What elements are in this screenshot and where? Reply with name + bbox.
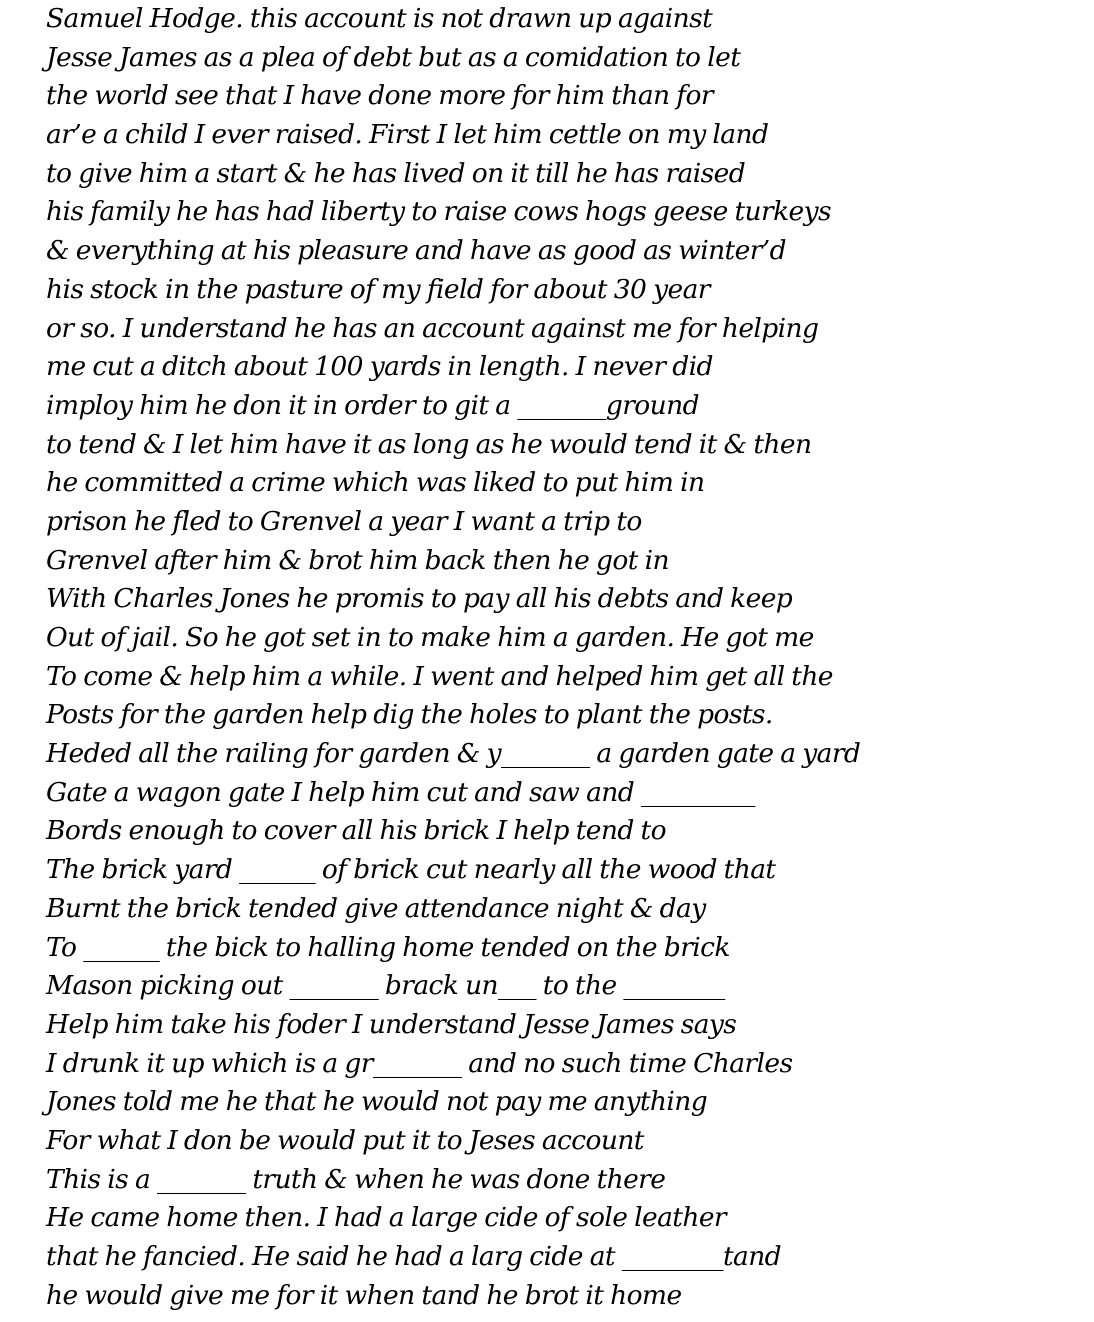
text-line: He came home then. I had a large cide of sole leather [46,1202,726,1234]
text-line: I drunk it up which is a gr_______ and no such time Charles [46,1047,793,1079]
text-line: prison he fled to Grenvel a year I want a trip to [46,505,642,537]
text-line: Jones told me he that he would not pay me anything [46,1086,708,1118]
text-line: For what I don be would put it to Jeses account [46,1124,644,1156]
text-line: the world see that I have done more for him than for [46,80,713,112]
text-line: Samuel Hodge. this account is not drawn up against [46,3,713,34]
text-line: me cut a ditch about 100 yards in length. I never did [46,351,713,383]
text-line: With Charles Jones he promis to pay all his debts and keep [46,583,793,615]
text-line: This is a _______ truth & when he was done there [46,1163,666,1195]
text-line: Burnt the brick tended give attendance night & day [46,892,706,924]
text-line: ar’e a child I ever raised. First I let him cettle on my land [46,119,769,151]
text-line: to give him a start & he has lived on it till he has raised [46,157,746,189]
text-line: Posts for the garden help dig the holes to plant the posts. [46,699,773,731]
text-line: Gate a wagon gate I help him cut and saw and _________ [46,776,755,808]
text-line: Help him take his foder I understand Jesse James says [46,1008,737,1040]
text-line: he committed a crime which was liked to put him in [46,467,705,499]
text-line: or so. I understand he has an account against me for helping [46,312,819,344]
text-line: Jesse James as a plea of debt but as a comidation to let [46,41,741,73]
text-line: his stock in the pasture of my field for about 30 year [46,273,710,305]
text-line: to tend & I let him have it as long as he would tend it & then [46,428,812,460]
text-line: he would give me for it when tand he brot it home [46,1279,682,1311]
text-line: Grenvel after him & brot him back then he got in [46,544,669,576]
handwritten-text-block [46,0,1090,1315]
text-line: Out of jail. So he got set in to make him a garden. He got me [46,622,814,653]
text-line: The brick yard ______ of brick cut nearly all the wood that [46,854,776,886]
text-line: Heded all the railing for garden & y_______ a garden gate a yard [46,738,861,770]
text-line: imploy him he don it in order to git a _______ground [46,389,699,421]
text-line: To ______ the bick to halling home tended on the brick [46,931,730,963]
text-line: To come & help him a while. I went and helped him get all the [46,660,833,692]
text-line: Mason picking out _______ brack un___ to the ________ [46,970,725,1002]
text-line: & everything at his pleasure and have as good as winter’d [46,235,786,267]
text-line: Bords enough to cover all his brick I help tend to [46,815,666,847]
text-line: that he fancied. He said he had a larg cide at ________tand [46,1241,782,1272]
text-line: his family he has had liberty to raise cows hogs geese turkeys [46,196,831,228]
